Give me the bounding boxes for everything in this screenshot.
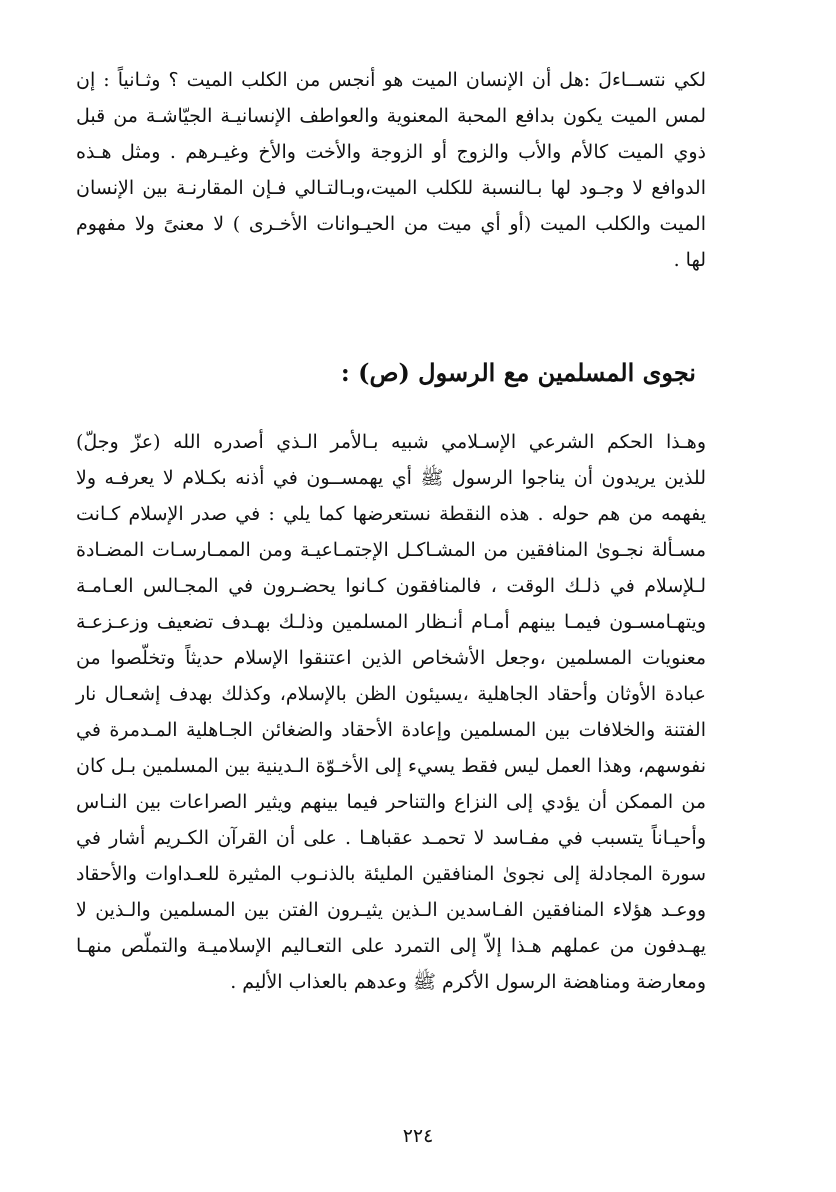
main-line-2: للذين يريدون أن يناجوا الرسول ﷺ أي يهمســون في أذنه بكـلام لا يعرفـه ولا xyxy=(76,467,706,489)
main-line-11: من الممكن أن يؤدي إلى النزاع والتناحر فيما بينهم ويثير الصراعات بين النـاس xyxy=(76,791,706,813)
main-line-15: يهـدفون من عملهم هـذا إلاّ إلى التمرد على التعـاليم الإسلاميـة والتملّص منهـا xyxy=(76,935,706,957)
main-line-1: وهـذا الحكم الشرعي الإسـلامي شبيه بـالأمر الـذي أصدره الله (عزّ وجلّ) xyxy=(76,431,706,453)
intro-line-5: الميت والكلب الميت (أو أي ميت من الحيـوانات الأخـرى ) لا معنىً ولا مفهوم xyxy=(76,213,706,235)
intro-line-3: ذوي الميت كالأم والأب والزوج أو الزوجة والأخت والأخ وغيـرهم . ومثل هـذه xyxy=(76,141,706,163)
page-number: ٢٢٤ xyxy=(402,1125,434,1147)
main-line-8: عبادة الأوثان وأحقاد الجاهلية ،يسيئون الظن بالإسلام، وكذلك بهدف إشعـال نار xyxy=(76,683,706,705)
main-paragraph xyxy=(76,424,706,1000)
main-line-5: لـلإسلام في ذلـك الوقت ، فالمنافقون كـانوا يحضـرون في المجـالس العـامـة xyxy=(76,575,706,597)
main-line-4: مسـألة نجـوىٰ المنافقين من المشـاكـل الإجتمـاعيـة ومن الممـارسـات المضـادة xyxy=(76,539,706,561)
main-line-12: وأحيـاناً يتسبب في مفـاسد لا تحمـد عقباهـا . على أن القرآن الكـريم أشار في xyxy=(76,827,706,849)
main-line-9: الفتنة والخلافات بين المسلمين وإعادة الأحقاد والضغائن الجـاهلية المـدمرة في xyxy=(76,719,706,741)
section-heading: نجوى المسلمين مع الرسول (ص) : xyxy=(340,358,696,387)
main-line-10: نفوسهم، وهذا العمل ليس فقط يسيء إلى الأخـوّة الـدينية بين المسلمين بـل كان xyxy=(76,755,706,777)
intro-line-2: لمس الميت يكون بدافع المحبة المعنوية والعواطف الإنسانيـة الجيّاشـة من قبل xyxy=(76,105,706,127)
main-line-3: يفهمه من هم حوله . هذه النقطة نستعرضها كما يلي : في صدر الإسلام كـانت xyxy=(76,503,706,525)
intro-line-6: لها . xyxy=(673,249,706,271)
main-line-7: معنويات المسلمين ،وجعل الأشخاص الذين اعتنقوا الإسلام حديثاً وتخلّصوا من xyxy=(76,647,706,669)
main-line-16: ومعارضة ومناهضة الرسول الأكرم ﷺ وعدهم بالعذاب الأليم . xyxy=(230,971,706,993)
main-line-13: سورة المجادلة إلى نجوىٰ المنافقين المليئة بالذنـوب المثيرة للعـداوات والأحقاد xyxy=(76,863,706,885)
intro-line-1: لكي نتســاءلَ :هل أن الإنسان الميت هو أنجس من الكلب الميت ؟ وثـانياً : إن xyxy=(76,69,706,91)
main-line-14: ووعـد هؤلاء المنافقين الفـاسدين الـذين يثيـرون الفتن بين المسلمين والـذين لا xyxy=(76,899,706,921)
intro-line-4: الدوافع لا وجـود لها بـالنسبة للكلب الميت،وبـالتـالي فـإن المقارنـة بين الإنسان xyxy=(76,177,706,199)
intro-paragraph xyxy=(76,62,706,278)
main-line-6: ويتهـامسـون فيمـا بينهم أمـام أنـظار المسلمين وذلـك بهـدف تضعيف وزعـزعـة xyxy=(76,611,706,633)
